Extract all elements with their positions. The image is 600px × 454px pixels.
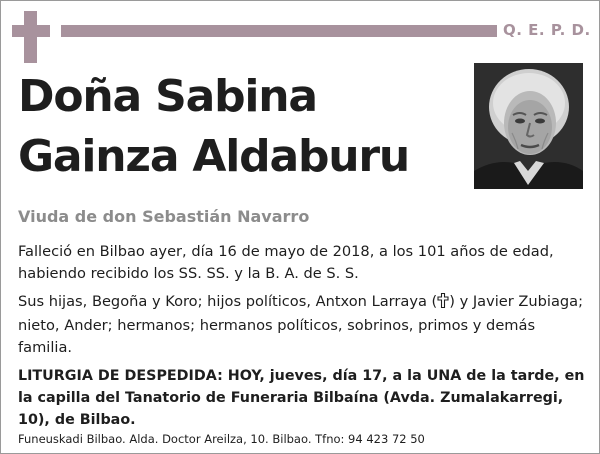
qepd-label: Q. E. P. D. (503, 21, 591, 39)
paragraph-family (18, 291, 588, 359)
small-cross-icon (437, 293, 449, 315)
paragraph-death-notice: Falleció en Bilbao ayer, día 16 de mayo de 2018, a los 101 años de edad, habiendo recibido los SS. SS. y la B. A. de S. S. (18, 243, 554, 282)
cross-icon-horizontal (12, 25, 50, 37)
paragraph-liturgy: LITURGIA DE DESPEDIDA: HOY, jueves, día 17, a la UNA de la tarde, en la capilla del Tanatorio de Funeraria Bilbaína (Avda. Zumalakarregi, 10), de Bilbao. (18, 368, 585, 428)
portrait-photo (474, 63, 583, 189)
obituary-body (18, 241, 588, 437)
funeral-home-footer: Funeuskadi Bilbao. Alda. Doctor Areilza, 10. Bilbao. Tfno: 94 423 72 50 (18, 432, 425, 446)
family-text-before: Sus hijas, Begoña y Koro; hijos políticos, Antxon Larraya ( (18, 293, 438, 310)
name-line-2: Gainza Aldaburu (18, 131, 409, 182)
cross-icon-vertical (24, 11, 37, 63)
subtitle-widow-of: Viuda de don Sebastián Navarro (18, 207, 310, 226)
header-bar (61, 25, 497, 37)
deceased-name (18, 67, 409, 187)
family-text-after: ) y Javier Zubiaga; nieto, Ander; hermanos; hermanos políticos, sobrinos, primos y demás familia. (18, 293, 584, 356)
name-line-1: Doña Sabina (18, 71, 317, 122)
